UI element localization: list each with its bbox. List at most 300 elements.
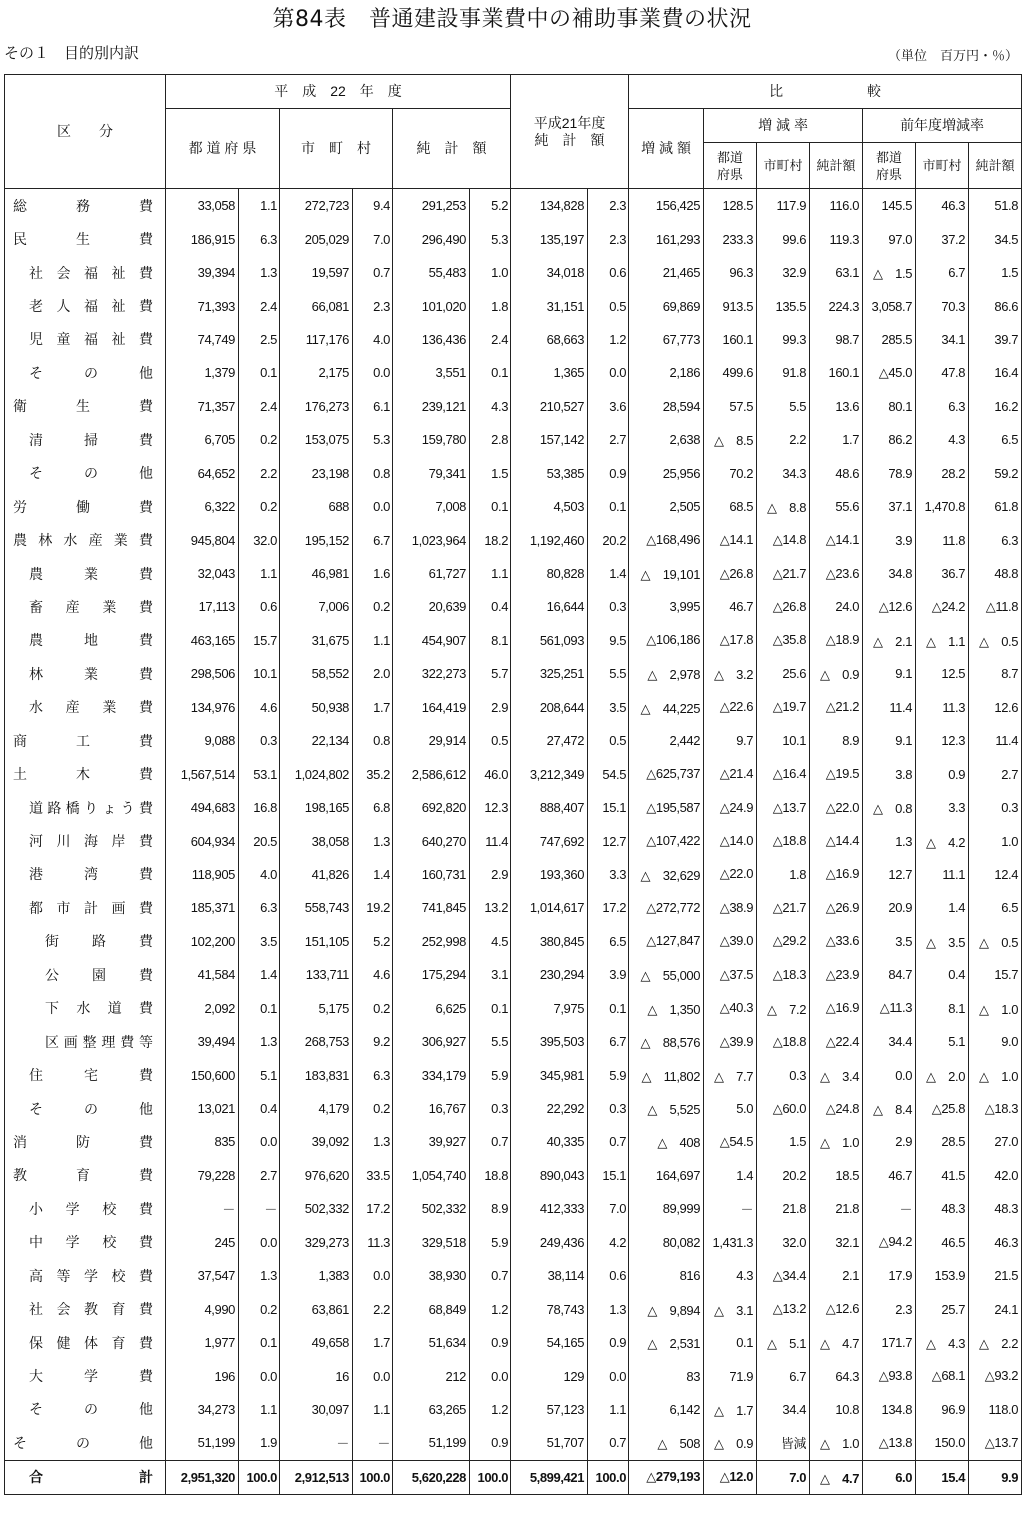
table-cell: 159,780 [393, 423, 470, 456]
row-label [5, 222, 166, 255]
table-cell: 83 [629, 1359, 704, 1392]
table-cell: 12.7 [863, 858, 916, 891]
table-cell: 42.0 [969, 1159, 1022, 1192]
header-rate: 増 減 率 [704, 109, 863, 143]
page-title: 第84表 普通建設事業費中の補助事業費の状況 [272, 7, 752, 32]
row-label-text: 合 計 [29, 1470, 153, 1487]
table-cell: 306,927 [393, 1025, 470, 1058]
table-cell: △26.9 [810, 891, 863, 924]
table-cell: 48.3 [969, 1192, 1022, 1225]
table-cell: 54.5 [588, 757, 629, 790]
unit-note: （単位 百万円・％） [887, 49, 1018, 64]
table-cell: △19.7 [757, 691, 810, 724]
table-cell: 58,552 [280, 657, 353, 690]
table-cell: △16.4 [757, 757, 810, 790]
table-cell: 8.9 [470, 1192, 511, 1225]
table-cell: △23.9 [810, 958, 863, 991]
row-label-text: 民 生 費 [13, 232, 153, 249]
table-cell: △12.0 [704, 1460, 757, 1494]
row-label-text: そ の 他 [29, 466, 153, 483]
table-cell: 1.2 [470, 1292, 511, 1325]
table-cell: 12.4 [969, 858, 1022, 891]
table-cell: △13.7 [757, 791, 810, 824]
table-cell: △ 8.5 [704, 423, 757, 456]
table-cell: 835 [166, 1125, 239, 1158]
table-cell: 153.9 [916, 1259, 969, 1292]
header-rate-muni: 市町村 [757, 143, 810, 189]
table-cell: 4.2 [588, 1226, 629, 1259]
table-cell: 183,831 [280, 1058, 353, 1091]
table-cell: 5.1 [916, 1025, 969, 1058]
table-cell: 99.3 [757, 323, 810, 356]
table-cell: 3.3 [588, 858, 629, 891]
row-label-text: 住 宅 費 [29, 1068, 153, 1085]
table-cell: 68,849 [393, 1292, 470, 1325]
row-label [5, 1359, 166, 1392]
table-cell: 1.7 [353, 1326, 393, 1359]
table-cell: 1.2 [588, 323, 629, 356]
table-cell: 747,692 [511, 824, 588, 857]
table-cell: 1.1 [353, 624, 393, 657]
table-cell: 212 [393, 1359, 470, 1392]
table-cell: 196 [166, 1359, 239, 1392]
table-cell: 39,092 [280, 1125, 353, 1158]
table-cell: 1,431.3 [704, 1226, 757, 1259]
table-cell: 28.2 [916, 457, 969, 490]
table-cell: 913.5 [704, 289, 757, 322]
table-cell: △22.0 [704, 858, 757, 891]
table-cell: 28.5 [916, 1125, 969, 1158]
table-row [5, 624, 1022, 657]
table-cell: 12.3 [470, 791, 511, 824]
table-cell: 46.3 [916, 189, 969, 223]
header-comparison: 比 較 [629, 75, 1022, 109]
table-cell: 21.8 [757, 1192, 810, 1225]
table-cell: 0.3 [588, 590, 629, 623]
table-row [5, 1426, 1022, 1460]
table-cell: 285.5 [863, 323, 916, 356]
table-cell: 2.5 [239, 323, 280, 356]
table-cell: △21.7 [757, 557, 810, 590]
table-cell: 5.0 [704, 1092, 757, 1125]
table-cell: 39.7 [969, 323, 1022, 356]
table-cell: 0.5 [470, 724, 511, 757]
table-cell: 976,620 [280, 1159, 353, 1192]
table-cell: 1,192,460 [511, 523, 588, 556]
table-cell: 1.5 [757, 1125, 810, 1158]
table-cell: 20.2 [588, 523, 629, 556]
header-rate-net: 純計額 [810, 143, 863, 189]
row-label-text: 総 務 費 [13, 198, 153, 215]
table-cell: 129 [511, 1359, 588, 1392]
table-cell: 10.8 [810, 1393, 863, 1426]
table-cell: 890,043 [511, 1159, 588, 1192]
table-cell: 96.9 [916, 1393, 969, 1426]
table-cell: △18.8 [757, 824, 810, 857]
table-cell: 1.8 [470, 289, 511, 322]
table-cell: △14.1 [810, 523, 863, 556]
table-cell: △ 2.2 [969, 1326, 1022, 1359]
table-cell: 69,869 [629, 289, 704, 322]
table-cell: 57,123 [511, 1393, 588, 1426]
table-cell: 34,273 [166, 1393, 239, 1426]
table-cell: △168,496 [629, 523, 704, 556]
table-cell: 692,820 [393, 791, 470, 824]
table-cell: 63,265 [393, 1393, 470, 1426]
header-muni: 市 町 村 [280, 109, 393, 189]
table-cell: △ 1.0 [810, 1426, 863, 1460]
table-cell: 296,490 [393, 222, 470, 255]
table-cell: 4.6 [353, 958, 393, 991]
table-cell: 136,436 [393, 323, 470, 356]
table-cell: 249,436 [511, 1226, 588, 1259]
table-cell: 7,975 [511, 992, 588, 1025]
table-cell: 0.3 [757, 1058, 810, 1091]
table-cell: 134,828 [511, 189, 588, 223]
row-label-text: 区 画 整 理 費 等 [45, 1034, 153, 1051]
row-label-text: 水 産 業 費 [29, 700, 153, 717]
table-cell: △ 1.7 [704, 1393, 757, 1426]
table-cell: 164,419 [393, 691, 470, 724]
table-cell: 41.5 [916, 1159, 969, 1192]
header-rate-pref: 都道 府県 [704, 143, 757, 189]
table-cell: 51,199 [166, 1426, 239, 1460]
table-cell: △ 4.2 [916, 824, 969, 857]
row-label-text: 農 業 費 [29, 566, 153, 583]
table-cell: 117,176 [280, 323, 353, 356]
row-label [5, 557, 166, 590]
table-cell: 145.5 [863, 189, 916, 223]
table-cell: 195,152 [280, 523, 353, 556]
table-cell: 34.5 [969, 222, 1022, 255]
table-cell: 0.0 [239, 1359, 280, 1392]
table-cell: 0.1 [470, 490, 511, 523]
table-cell: 0.8 [353, 457, 393, 490]
table-cell: 1.9 [239, 1426, 280, 1460]
row-label-text: 河 川 海 岸 費 [29, 834, 153, 851]
table-row [5, 289, 1022, 322]
table-cell: 3,212,349 [511, 757, 588, 790]
row-label [5, 390, 166, 423]
table-cell: 3.5 [863, 925, 916, 958]
table-cell: 34.4 [863, 1025, 916, 1058]
table-cell: 12.6 [969, 691, 1022, 724]
table-cell: 0.5 [588, 724, 629, 757]
table-cell: 99.6 [757, 222, 810, 255]
table-cell: △ 9,894 [629, 1292, 704, 1325]
table-cell: 1.5 [470, 457, 511, 490]
table-cell: 134.8 [863, 1393, 916, 1426]
row-label [5, 992, 166, 1025]
table-cell: 0.4 [916, 958, 969, 991]
table-cell: △13.2 [757, 1292, 810, 1325]
header-fy21-line2: 純 計 額 [534, 131, 605, 148]
table-cell: 86.2 [863, 423, 916, 456]
table-cell: 5.9 [588, 1058, 629, 1091]
table-cell: △ 5.1 [757, 1326, 810, 1359]
table-cell: 11.3 [353, 1226, 393, 1259]
table-cell: 0.0 [470, 1359, 511, 1392]
header-fy21 [511, 75, 629, 189]
table-cell: 0.0 [353, 1359, 393, 1392]
table-cell: 463,165 [166, 624, 239, 657]
table-cell: 0.3 [588, 1092, 629, 1125]
row-label-text: そ の 他 [13, 1435, 153, 1452]
table-cell: 135.5 [757, 289, 810, 322]
table-cell: △94.2 [863, 1226, 916, 1259]
table-cell: 1,383 [280, 1259, 353, 1292]
table-cell: 160,731 [393, 858, 470, 891]
table-cell: 9.2 [353, 1025, 393, 1058]
table-cell: △ 3.1 [704, 1292, 757, 1325]
table-cell: 3.3 [916, 791, 969, 824]
table-cell: 16 [280, 1359, 353, 1392]
table-cell: 49,658 [280, 1326, 353, 1359]
row-label-text: 消 防 費 [13, 1134, 153, 1151]
table-cell: 39,494 [166, 1025, 239, 1058]
table-cell: 0.9 [916, 757, 969, 790]
table-cell: 71.9 [704, 1359, 757, 1392]
table-cell: 16.4 [969, 356, 1022, 389]
table-cell: 9.0 [969, 1025, 1022, 1058]
table-row [5, 925, 1022, 958]
table-cell: △11.3 [863, 992, 916, 1025]
table-cell: 1.4 [916, 891, 969, 924]
table-cell: 2,586,612 [393, 757, 470, 790]
table-cell: 291,253 [393, 189, 470, 223]
table-cell: 41,826 [280, 858, 353, 891]
table-cell: △33.6 [810, 925, 863, 958]
row-label-text: 農 林 水 産 業 費 [13, 533, 153, 550]
table-cell: 156,425 [629, 189, 704, 223]
table-cell: 0.4 [470, 590, 511, 623]
table-cell: 4.0 [353, 323, 393, 356]
table-cell: 100.0 [353, 1460, 393, 1494]
table-cell: 412,333 [511, 1192, 588, 1225]
table-cell: 322,273 [393, 657, 470, 690]
table-row [5, 1259, 1022, 1292]
table-cell: △127,847 [629, 925, 704, 958]
table-cell: △29.2 [757, 925, 810, 958]
table-cell: 3,995 [629, 590, 704, 623]
table-cell: 68.5 [704, 490, 757, 523]
table-cell: 6.3 [916, 390, 969, 423]
table-cell: 1.1 [239, 1393, 280, 1426]
row-label [5, 824, 166, 857]
table-cell: 17.2 [353, 1192, 393, 1225]
table-row [5, 691, 1022, 724]
table-cell: － [239, 1192, 280, 1225]
row-label [5, 1025, 166, 1058]
table-cell: 31,151 [511, 289, 588, 322]
table-cell: 157,142 [511, 423, 588, 456]
table-cell: △93.8 [863, 1359, 916, 1392]
table-cell: 51,199 [393, 1426, 470, 1460]
table-cell: 0.1 [239, 356, 280, 389]
table-cell: 8.1 [470, 624, 511, 657]
row-label-text: 畜 産 業 費 [29, 599, 153, 616]
table-cell: 0.4 [239, 1092, 280, 1125]
table-cell: 20.9 [863, 891, 916, 924]
table-cell: 15.7 [239, 624, 280, 657]
table-cell: 86.6 [969, 289, 1022, 322]
table-cell: 0.0 [353, 490, 393, 523]
table-cell: 3,551 [393, 356, 470, 389]
table-cell: 47.8 [916, 356, 969, 389]
table-cell: 239,121 [393, 390, 470, 423]
table-cell: 118.0 [969, 1393, 1022, 1426]
table-cell: △ 88,576 [629, 1025, 704, 1058]
table-cell: 1.1 [239, 189, 280, 223]
table-cell: 604,934 [166, 824, 239, 857]
table-row [5, 858, 1022, 891]
row-label [5, 289, 166, 322]
table-cell: 160.1 [810, 356, 863, 389]
table-cell: 193,360 [511, 858, 588, 891]
table-cell: 0.0 [239, 1226, 280, 1259]
table-cell: 0.9 [470, 1326, 511, 1359]
table-cell: 5.9 [470, 1058, 511, 1091]
table-cell: △ 1.0 [969, 1058, 1022, 1091]
table-cell: 46.0 [470, 757, 511, 790]
table-cell: 380,845 [511, 925, 588, 958]
table-cell: △ 8.4 [863, 1092, 916, 1125]
table-cell: 51,707 [511, 1426, 588, 1460]
table-cell: △34.4 [757, 1259, 810, 1292]
row-label [5, 691, 166, 724]
table-cell: 1.7 [810, 423, 863, 456]
row-label [5, 925, 166, 958]
table-cell: 35.2 [353, 757, 393, 790]
table-cell: 7.0 [757, 1460, 810, 1494]
table-cell: 34.1 [916, 323, 969, 356]
table-cell: 71,393 [166, 289, 239, 322]
table-cell: 298,506 [166, 657, 239, 690]
table-cell: 5,620,228 [393, 1460, 470, 1494]
table-cell: △ 1.1 [916, 624, 969, 657]
table-cell: 5.5 [470, 1025, 511, 1058]
table-cell: △21.4 [704, 757, 757, 790]
table-cell: 0.3 [969, 791, 1022, 824]
table-row [5, 490, 1022, 523]
table-cell: 13,021 [166, 1092, 239, 1125]
table-cell: 2,912,513 [280, 1460, 353, 1494]
table-cell: 53.1 [239, 757, 280, 790]
table-cell: 9.5 [588, 624, 629, 657]
table-cell: 17.2 [588, 891, 629, 924]
row-label-text: 清 掃 費 [29, 432, 153, 449]
table-cell: 5.2 [353, 925, 393, 958]
table-cell: △ 408 [629, 1125, 704, 1158]
table-cell: 3.6 [588, 390, 629, 423]
table-cell: 135,197 [511, 222, 588, 255]
table-cell: 205,029 [280, 222, 353, 255]
table-cell: △26.8 [757, 590, 810, 623]
table-cell: 134,976 [166, 691, 239, 724]
table-cell: 51,634 [393, 1326, 470, 1359]
table-cell: 5.9 [470, 1226, 511, 1259]
table-cell: △ 1.0 [969, 992, 1022, 1025]
table-cell: 20.2 [757, 1159, 810, 1192]
table-cell: 25,956 [629, 457, 704, 490]
table-cell: 6,625 [393, 992, 470, 1025]
table-cell: 6.0 [863, 1460, 916, 1494]
total-row [5, 1460, 1022, 1494]
row-label [5, 1125, 166, 1158]
table-cell: 30,097 [280, 1393, 353, 1426]
table-cell: 54,165 [511, 1326, 588, 1359]
table-cell: 816 [629, 1259, 704, 1292]
table-cell: 0.2 [239, 490, 280, 523]
table-row [5, 457, 1022, 490]
table-cell: 16.8 [239, 791, 280, 824]
table-cell: 2.7 [969, 757, 1022, 790]
table-cell: △ 0.5 [969, 925, 1022, 958]
row-label [5, 624, 166, 657]
table-cell: 25.7 [916, 1292, 969, 1325]
table-cell: △37.5 [704, 958, 757, 991]
table-cell: 6.7 [353, 523, 393, 556]
row-label [5, 323, 166, 356]
table-cell: △ 1.0 [810, 1125, 863, 1158]
table-cell: 34.8 [863, 557, 916, 590]
table-cell: 2.4 [239, 289, 280, 322]
header-prev-pref: 都道 府県 [863, 143, 916, 189]
row-label [5, 256, 166, 289]
table-cell: △ 32,629 [629, 858, 704, 891]
table-cell: 24.0 [810, 590, 863, 623]
table-row [5, 1226, 1022, 1259]
table-cell: 38,058 [280, 824, 353, 857]
table-row [5, 724, 1022, 757]
table-cell: 6.7 [588, 1025, 629, 1058]
subsidy-table [4, 74, 1022, 1495]
table-cell: △24.9 [704, 791, 757, 824]
table-cell: 208,644 [511, 691, 588, 724]
table-cell: 78.9 [863, 457, 916, 490]
table-row [5, 189, 1022, 223]
table-cell: 1,054,740 [393, 1159, 470, 1192]
table-cell: 27.0 [969, 1125, 1022, 1158]
table-cell: 64.3 [810, 1359, 863, 1392]
table-row [5, 1025, 1022, 1058]
table-cell: 84.7 [863, 958, 916, 991]
table-cell: 888,407 [511, 791, 588, 824]
row-label-text: 老 人 福 祉 費 [29, 299, 153, 316]
row-label [5, 590, 166, 623]
table-cell: △195,587 [629, 791, 704, 824]
table-cell: 2.9 [863, 1125, 916, 1158]
table-cell: 32.0 [239, 523, 280, 556]
row-label [5, 1092, 166, 1125]
table-cell: 6,142 [629, 1393, 704, 1426]
table-cell: 2.8 [470, 423, 511, 456]
table-cell: 0.0 [588, 356, 629, 389]
table-cell: 2,175 [280, 356, 353, 389]
table-cell: △13.8 [863, 1426, 916, 1460]
table-cell: 1.7 [353, 691, 393, 724]
table-cell: 688 [280, 490, 353, 523]
table-cell: 23,198 [280, 457, 353, 490]
table-cell: △39.9 [704, 1025, 757, 1058]
table-cell: 38,114 [511, 1259, 588, 1292]
table-cell: 1,024,802 [280, 757, 353, 790]
table-cell: 11.1 [916, 858, 969, 891]
table-cell: △12.6 [863, 590, 916, 623]
table-cell: 4,503 [511, 490, 588, 523]
table-cell: 5.2 [470, 189, 511, 223]
table-row [5, 1393, 1022, 1426]
